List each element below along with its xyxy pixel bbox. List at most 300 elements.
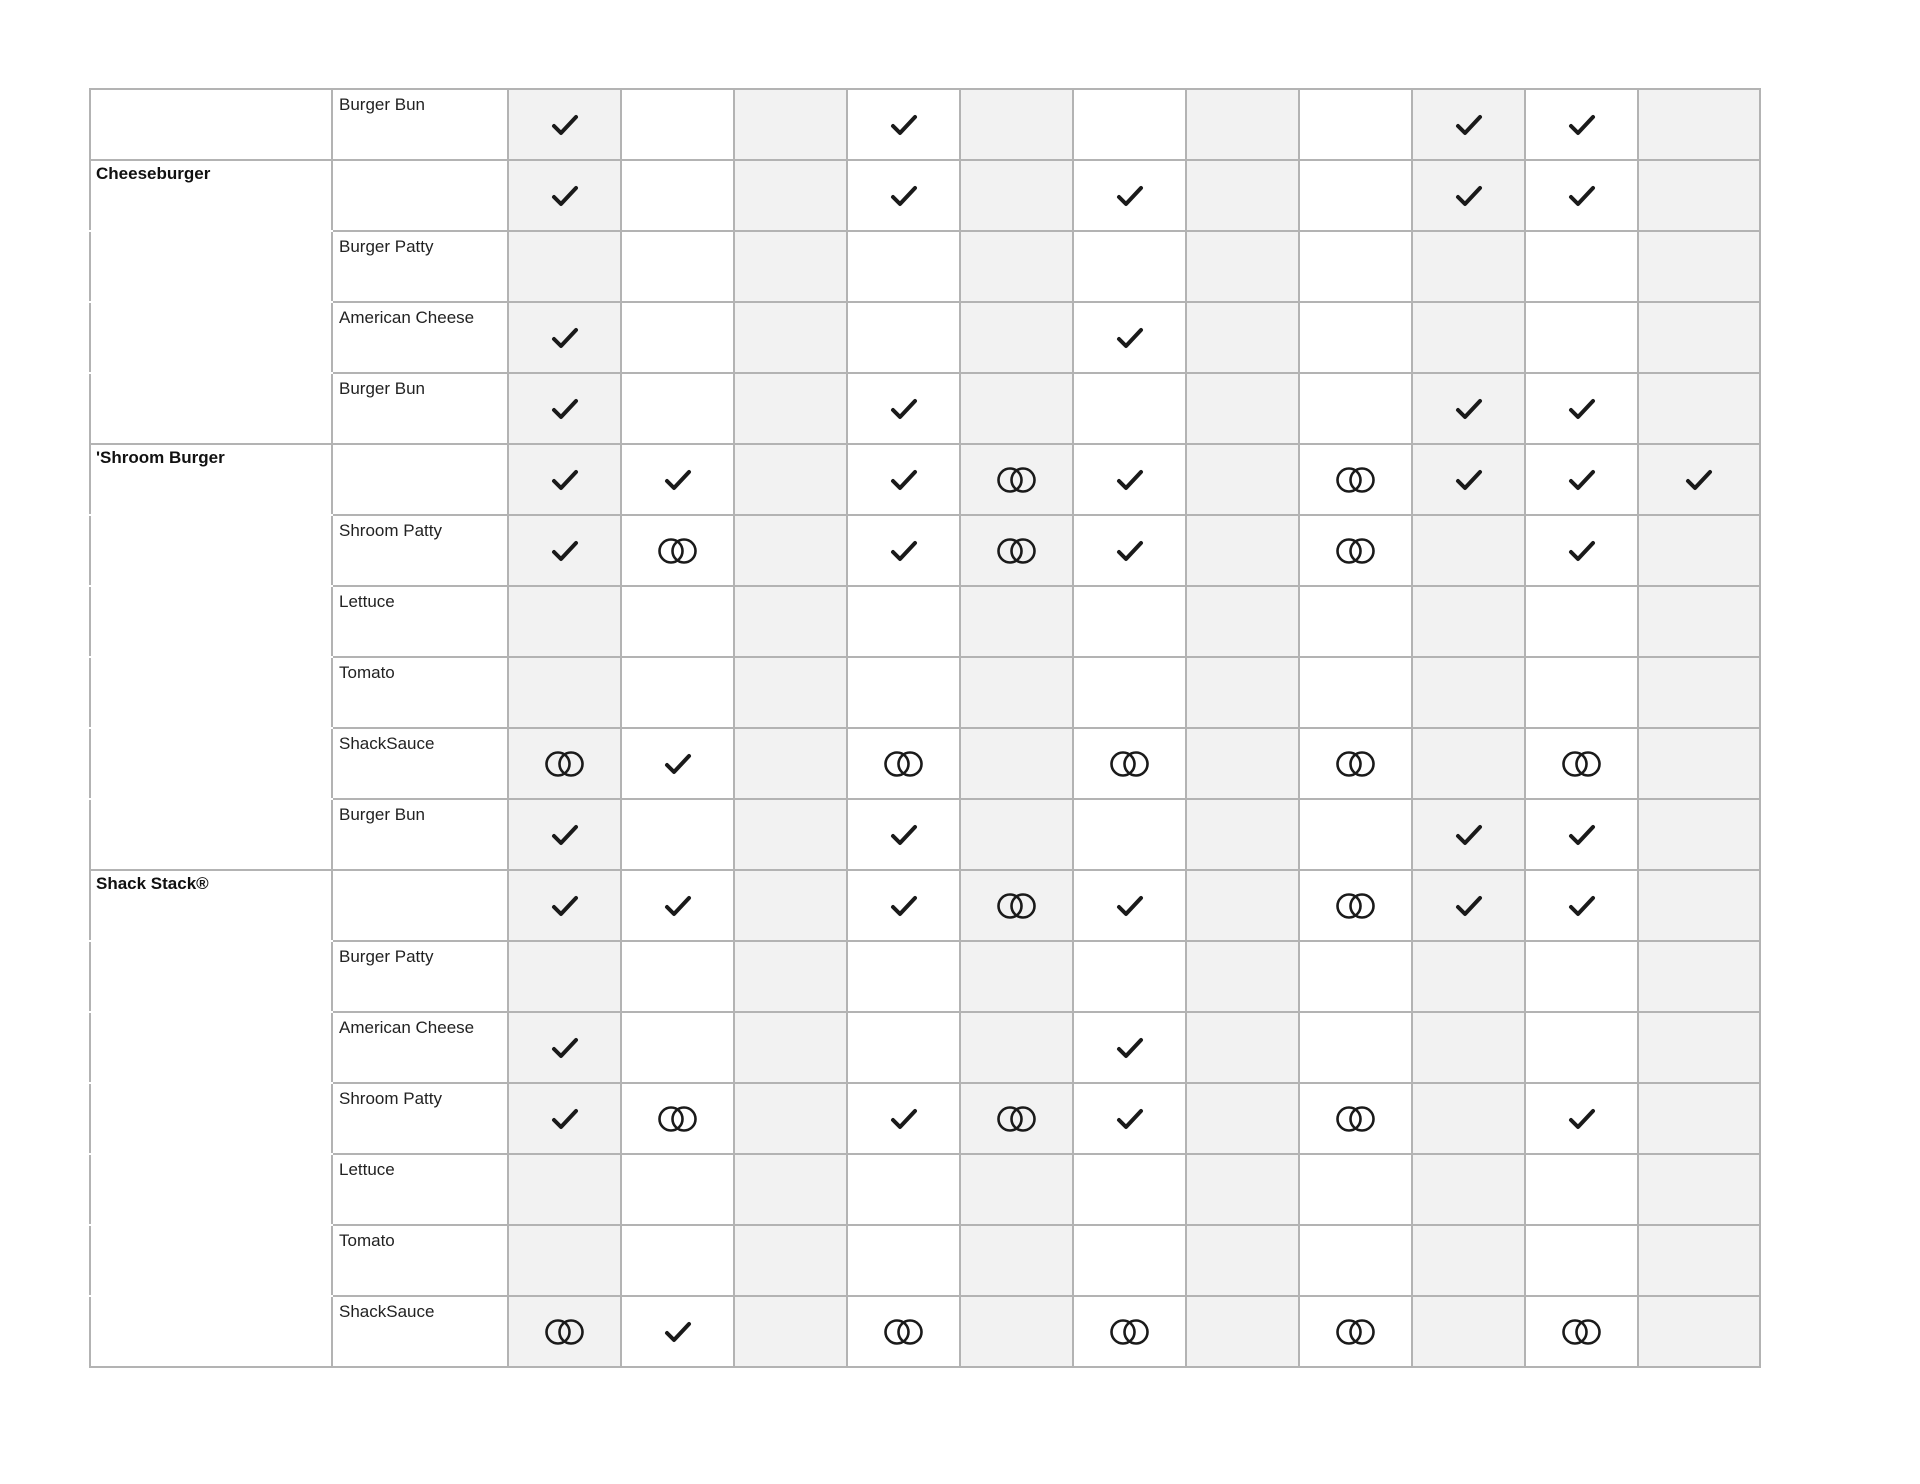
- mark-cell: [960, 160, 1073, 231]
- mark-cell: [1412, 373, 1525, 444]
- check-icon: [550, 468, 580, 492]
- mark-cell: [734, 1154, 847, 1225]
- overlapping-rings-icon: [1560, 749, 1604, 779]
- ingredient-cell: Burger Patty: [332, 941, 508, 1012]
- mark-cell: [508, 231, 621, 302]
- mark-cell: [1073, 373, 1186, 444]
- mark-cell: [508, 160, 621, 231]
- check-icon: [1567, 113, 1597, 137]
- menu-item-cell: [90, 444, 332, 515]
- check-icon: [1115, 1036, 1145, 1060]
- menu-item-cell: [90, 1154, 332, 1225]
- mark-cell: [1186, 728, 1299, 799]
- mark-cell: [960, 1296, 1073, 1367]
- overlapping-rings-icon: [1334, 536, 1378, 566]
- mark-cell: [847, 657, 960, 728]
- check-icon: [889, 1107, 919, 1131]
- mark-cell: [1412, 728, 1525, 799]
- mark-cell: [621, 799, 734, 870]
- mark-cell: [621, 160, 734, 231]
- check-icon: [1115, 468, 1145, 492]
- ingredient-cell: Burger Bun: [332, 799, 508, 870]
- menu-item-cell: [90, 89, 332, 160]
- check-icon: [889, 539, 919, 563]
- mark-cell: [847, 728, 960, 799]
- check-icon: [1115, 539, 1145, 563]
- mark-cell: [1525, 657, 1638, 728]
- mark-cell: [1638, 870, 1760, 941]
- overlapping-rings-icon: [1334, 1104, 1378, 1134]
- check-icon: [889, 397, 919, 421]
- mark-cell: [1073, 1154, 1186, 1225]
- mark-cell: [847, 1225, 960, 1296]
- mark-cell: [960, 870, 1073, 941]
- mark-cell: [960, 657, 1073, 728]
- check-icon: [550, 894, 580, 918]
- mark-cell: [508, 870, 621, 941]
- mark-cell: [1638, 373, 1760, 444]
- mark-cell: [1638, 444, 1760, 515]
- check-icon: [1567, 539, 1597, 563]
- mark-cell: [1638, 728, 1760, 799]
- mark-cell: [1638, 515, 1760, 586]
- mark-cell: [1299, 941, 1412, 1012]
- menu-item-name: Cheeseburger: [96, 164, 211, 183]
- ingredient-cell: Burger Bun: [332, 373, 508, 444]
- check-icon: [1567, 397, 1597, 421]
- mark-cell: [1638, 586, 1760, 657]
- mark-cell: [1073, 728, 1186, 799]
- mark-cell: [1525, 941, 1638, 1012]
- mark-cell: [960, 1225, 1073, 1296]
- mark-cell: [960, 1083, 1073, 1154]
- mark-cell: [508, 373, 621, 444]
- overlapping-rings-icon: [1108, 1317, 1152, 1347]
- mark-cell: [1299, 1296, 1412, 1367]
- mark-cell: [1525, 302, 1638, 373]
- mark-cell: [847, 941, 960, 1012]
- overlapping-rings-icon: [656, 536, 700, 566]
- mark-cell: [1412, 586, 1525, 657]
- mark-cell: [621, 515, 734, 586]
- mark-cell: [508, 586, 621, 657]
- table-row: [90, 657, 1760, 728]
- overlapping-rings-icon: [995, 891, 1039, 921]
- ingredient-cell: Tomato: [332, 657, 508, 728]
- mark-cell: [621, 89, 734, 160]
- mark-cell: [1525, 586, 1638, 657]
- ingredient-cell: Tomato: [332, 1225, 508, 1296]
- ingredient-cell: Burger Patty: [332, 231, 508, 302]
- mark-cell: [1299, 1012, 1412, 1083]
- mark-cell: [1299, 1083, 1412, 1154]
- mark-cell: [960, 444, 1073, 515]
- mark-cell: [1412, 1012, 1525, 1083]
- mark-cell: [1186, 1012, 1299, 1083]
- mark-cell: [1299, 799, 1412, 870]
- mark-cell: [1412, 160, 1525, 231]
- mark-cell: [960, 728, 1073, 799]
- mark-cell: [1299, 302, 1412, 373]
- mark-cell: [960, 302, 1073, 373]
- mark-cell: [1638, 1083, 1760, 1154]
- overlapping-rings-icon: [1334, 1317, 1378, 1347]
- table-row: [90, 515, 1760, 586]
- mark-cell: [1186, 1154, 1299, 1225]
- mark-cell: [1186, 1225, 1299, 1296]
- check-icon: [1115, 894, 1145, 918]
- mark-cell: [1073, 444, 1186, 515]
- mark-cell: [1186, 586, 1299, 657]
- overlapping-rings-icon: [1334, 749, 1378, 779]
- mark-cell: [508, 89, 621, 160]
- mark-cell: [1412, 941, 1525, 1012]
- mark-cell: [960, 373, 1073, 444]
- check-icon: [550, 397, 580, 421]
- check-icon: [1115, 184, 1145, 208]
- mark-cell: [1299, 1154, 1412, 1225]
- check-icon: [663, 1320, 693, 1344]
- mark-cell: [1073, 302, 1186, 373]
- mark-cell: [621, 1225, 734, 1296]
- mark-cell: [734, 941, 847, 1012]
- table-row: [90, 728, 1760, 799]
- overlapping-rings-icon: [882, 749, 926, 779]
- mark-cell: [1186, 373, 1299, 444]
- mark-cell: [1525, 799, 1638, 870]
- mark-cell: [847, 231, 960, 302]
- menu-item-cell: [90, 1083, 332, 1154]
- mark-cell: [847, 1012, 960, 1083]
- mark-cell: [621, 231, 734, 302]
- table-row: [90, 373, 1760, 444]
- mark-cell: [508, 302, 621, 373]
- mark-cell: [734, 1296, 847, 1367]
- mark-cell: [1525, 1225, 1638, 1296]
- menu-item-name: Shack Stack®: [96, 874, 209, 893]
- mark-cell: [621, 373, 734, 444]
- menu-item-cell: [90, 657, 332, 728]
- mark-cell: [1638, 941, 1760, 1012]
- mark-cell: [847, 1154, 960, 1225]
- overlapping-rings-icon: [995, 465, 1039, 495]
- mark-cell: [734, 870, 847, 941]
- check-icon: [1454, 894, 1484, 918]
- table-row: [90, 1296, 1760, 1367]
- mark-cell: [847, 302, 960, 373]
- check-icon: [1454, 468, 1484, 492]
- mark-cell: [1186, 1083, 1299, 1154]
- mark-cell: [734, 657, 847, 728]
- table-row: [90, 302, 1760, 373]
- check-icon: [889, 113, 919, 137]
- mark-cell: [1186, 870, 1299, 941]
- mark-cell: [1412, 1225, 1525, 1296]
- mark-cell: [734, 89, 847, 160]
- table-row: [90, 444, 1760, 515]
- mark-cell: [734, 586, 847, 657]
- mark-cell: [847, 1083, 960, 1154]
- mark-cell: [960, 515, 1073, 586]
- mark-cell: [508, 1012, 621, 1083]
- mark-cell: [734, 515, 847, 586]
- overlapping-rings-icon: [995, 1104, 1039, 1134]
- mark-cell: [1638, 1296, 1760, 1367]
- overlapping-rings-icon: [1108, 749, 1152, 779]
- mark-cell: [508, 1154, 621, 1225]
- ingredient-cell: ShackSauce: [332, 1296, 508, 1367]
- mark-cell: [847, 444, 960, 515]
- check-icon: [663, 468, 693, 492]
- mark-cell: [1299, 1225, 1412, 1296]
- mark-cell: [621, 941, 734, 1012]
- mark-cell: [847, 515, 960, 586]
- check-icon: [550, 326, 580, 350]
- mark-cell: [1638, 231, 1760, 302]
- check-icon: [889, 894, 919, 918]
- mark-cell: [1412, 1154, 1525, 1225]
- mark-cell: [1186, 941, 1299, 1012]
- mark-cell: [1525, 373, 1638, 444]
- mark-cell: [1525, 1012, 1638, 1083]
- mark-cell: [1638, 657, 1760, 728]
- table-row: [90, 1225, 1760, 1296]
- mark-cell: [621, 728, 734, 799]
- mark-cell: [1073, 870, 1186, 941]
- menu-item-cell: [90, 1296, 332, 1367]
- mark-cell: [1412, 1083, 1525, 1154]
- mark-cell: [508, 657, 621, 728]
- menu-item-cell: [90, 941, 332, 1012]
- mark-cell: [734, 799, 847, 870]
- mark-cell: [1299, 89, 1412, 160]
- mark-cell: [1186, 515, 1299, 586]
- mark-cell: [1412, 89, 1525, 160]
- mark-cell: [847, 870, 960, 941]
- mark-cell: [1073, 515, 1186, 586]
- mark-cell: [621, 1296, 734, 1367]
- mark-cell: [1073, 1012, 1186, 1083]
- mark-cell: [1638, 302, 1760, 373]
- check-icon: [550, 1036, 580, 1060]
- menu-item-cell: [90, 515, 332, 586]
- mark-cell: [734, 728, 847, 799]
- mark-cell: [621, 1083, 734, 1154]
- mark-cell: [847, 373, 960, 444]
- mark-cell: [508, 1296, 621, 1367]
- check-icon: [663, 894, 693, 918]
- check-icon: [1567, 468, 1597, 492]
- mark-cell: [1299, 515, 1412, 586]
- mark-cell: [1186, 799, 1299, 870]
- menu-item-cell: [90, 373, 332, 444]
- check-icon: [1567, 1107, 1597, 1131]
- mark-cell: [1073, 160, 1186, 231]
- mark-cell: [1299, 586, 1412, 657]
- mark-cell: [1299, 870, 1412, 941]
- check-icon: [550, 1107, 580, 1131]
- mark-cell: [621, 302, 734, 373]
- mark-cell: [1412, 870, 1525, 941]
- mark-cell: [1412, 1296, 1525, 1367]
- overlapping-rings-icon: [543, 749, 587, 779]
- mark-cell: [1186, 160, 1299, 231]
- check-icon: [1567, 894, 1597, 918]
- mark-cell: [1412, 799, 1525, 870]
- overlapping-rings-icon: [882, 1317, 926, 1347]
- check-icon: [1454, 397, 1484, 421]
- mark-cell: [508, 515, 621, 586]
- mark-cell: [847, 89, 960, 160]
- mark-cell: [734, 444, 847, 515]
- check-icon: [1454, 823, 1484, 847]
- mark-cell: [508, 941, 621, 1012]
- mark-cell: [1299, 444, 1412, 515]
- mark-cell: [1186, 231, 1299, 302]
- mark-cell: [1073, 1083, 1186, 1154]
- mark-cell: [1299, 160, 1412, 231]
- mark-cell: [621, 1154, 734, 1225]
- mark-cell: [1525, 1154, 1638, 1225]
- mark-cell: [621, 444, 734, 515]
- check-icon: [889, 468, 919, 492]
- mark-cell: [960, 1154, 1073, 1225]
- mark-cell: [847, 799, 960, 870]
- mark-cell: [1299, 728, 1412, 799]
- mark-cell: [1412, 444, 1525, 515]
- mark-cell: [1073, 586, 1186, 657]
- check-icon: [550, 823, 580, 847]
- menu-item-cell: [90, 160, 332, 231]
- mark-cell: [1525, 728, 1638, 799]
- mark-cell: [1073, 941, 1186, 1012]
- mark-cell: [734, 1012, 847, 1083]
- mark-cell: [1186, 89, 1299, 160]
- table-row: [90, 1154, 1760, 1225]
- allergen-table: [89, 88, 1761, 1368]
- overlapping-rings-icon: [1334, 891, 1378, 921]
- mark-cell: [1186, 657, 1299, 728]
- mark-cell: [1638, 160, 1760, 231]
- mark-cell: [1638, 799, 1760, 870]
- table-row: [90, 1012, 1760, 1083]
- table-row: [90, 799, 1760, 870]
- mark-cell: [621, 657, 734, 728]
- mark-cell: [847, 160, 960, 231]
- mark-cell: [960, 586, 1073, 657]
- mark-cell: [960, 89, 1073, 160]
- mark-cell: [1186, 1296, 1299, 1367]
- menu-item-cell: [90, 1012, 332, 1083]
- mark-cell: [1525, 1083, 1638, 1154]
- ingredient-cell: [332, 444, 508, 515]
- mark-cell: [1412, 515, 1525, 586]
- ingredient-cell: American Cheese: [332, 302, 508, 373]
- mark-cell: [1525, 515, 1638, 586]
- overlapping-rings-icon: [543, 1317, 587, 1347]
- mark-cell: [960, 1012, 1073, 1083]
- mark-cell: [508, 1083, 621, 1154]
- ingredient-cell: Lettuce: [332, 1154, 508, 1225]
- table-row: [90, 1083, 1760, 1154]
- mark-cell: [847, 1296, 960, 1367]
- mark-cell: [508, 444, 621, 515]
- check-icon: [1115, 1107, 1145, 1131]
- mark-cell: [1638, 1154, 1760, 1225]
- mark-cell: [734, 302, 847, 373]
- overlapping-rings-icon: [995, 536, 1039, 566]
- overlapping-rings-icon: [656, 1104, 700, 1134]
- menu-item-cell: [90, 728, 332, 799]
- check-icon: [663, 752, 693, 776]
- mark-cell: [1299, 231, 1412, 302]
- mark-cell: [508, 1225, 621, 1296]
- mark-cell: [1412, 302, 1525, 373]
- ingredient-cell: American Cheese: [332, 1012, 508, 1083]
- mark-cell: [621, 586, 734, 657]
- ingredient-cell: Shroom Patty: [332, 1083, 508, 1154]
- mark-cell: [1073, 657, 1186, 728]
- check-icon: [1454, 113, 1484, 137]
- ingredient-cell: [332, 160, 508, 231]
- table-row: [90, 941, 1760, 1012]
- check-icon: [550, 539, 580, 563]
- menu-item-cell: [90, 586, 332, 657]
- check-icon: [550, 113, 580, 137]
- mark-cell: [508, 799, 621, 870]
- ingredient-cell: Burger Bun: [332, 89, 508, 160]
- check-icon: [1567, 184, 1597, 208]
- mark-cell: [960, 799, 1073, 870]
- ingredient-cell: [332, 870, 508, 941]
- check-icon: [889, 184, 919, 208]
- overlapping-rings-icon: [1334, 465, 1378, 495]
- menu-item-cell: [90, 231, 332, 302]
- menu-item-name: 'Shroom Burger: [96, 448, 225, 467]
- table-row: [90, 231, 1760, 302]
- mark-cell: [1073, 89, 1186, 160]
- check-icon: [1115, 326, 1145, 350]
- mark-cell: [1525, 231, 1638, 302]
- mark-cell: [1638, 1225, 1760, 1296]
- table-row: [90, 89, 1760, 160]
- mark-cell: [960, 941, 1073, 1012]
- mark-cell: [1073, 231, 1186, 302]
- ingredient-cell: Lettuce: [332, 586, 508, 657]
- mark-cell: [1186, 302, 1299, 373]
- mark-cell: [1073, 799, 1186, 870]
- mark-cell: [1299, 657, 1412, 728]
- menu-item-cell: [90, 799, 332, 870]
- mark-cell: [1525, 870, 1638, 941]
- mark-cell: [1638, 1012, 1760, 1083]
- mark-cell: [1073, 1296, 1186, 1367]
- check-icon: [1454, 184, 1484, 208]
- check-icon: [889, 823, 919, 847]
- menu-item-cell: [90, 870, 332, 941]
- ingredient-cell: ShackSauce: [332, 728, 508, 799]
- check-icon: [550, 184, 580, 208]
- mark-cell: [847, 586, 960, 657]
- mark-cell: [1186, 444, 1299, 515]
- mark-cell: [1525, 1296, 1638, 1367]
- mark-cell: [508, 728, 621, 799]
- mark-cell: [1525, 89, 1638, 160]
- mark-cell: [960, 231, 1073, 302]
- menu-item-cell: [90, 302, 332, 373]
- mark-cell: [621, 870, 734, 941]
- mark-cell: [621, 1012, 734, 1083]
